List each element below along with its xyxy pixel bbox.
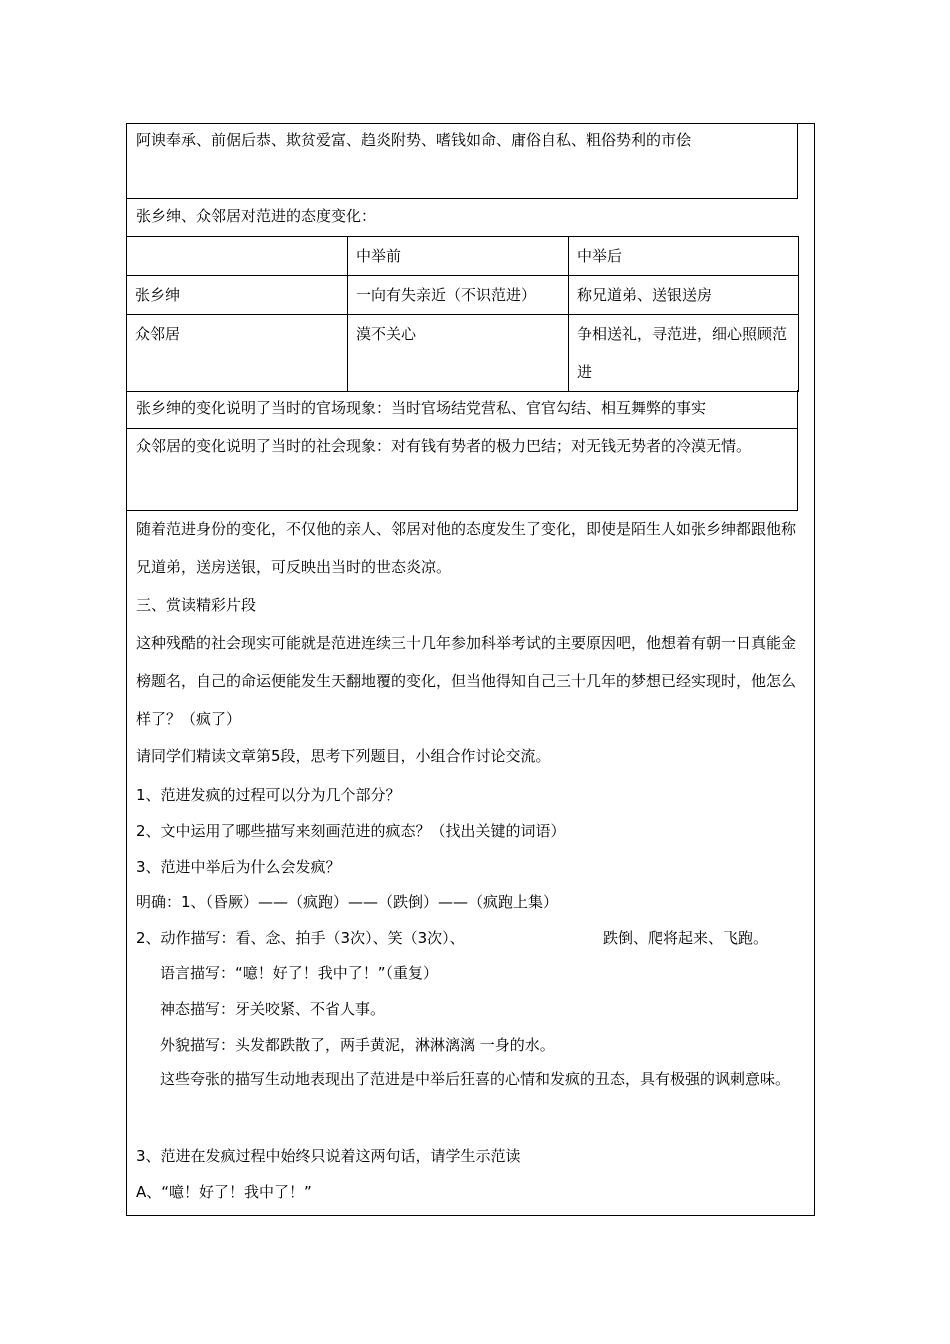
question-3-reading: 3、范进在发疯过程中始终只说着这两句话，请学生示范读 [136, 1147, 521, 1165]
table-cell: 争相送礼，寻范进，细心照顾范进 [569, 315, 799, 392]
table-row [127, 315, 799, 392]
question-item: 2、文中运用了哪些描写来刻画范进的疯态？（找出关键的词语） [136, 822, 566, 840]
expression-description: 神态描写：牙关咬紧、不省人事。 [160, 1000, 386, 1018]
attitude-table [126, 236, 799, 392]
conclusion-paragraph: 这些夸张的描写生动地表现出了范进是中举后狂喜的心情和发疯的丑态，具有极强的讽刺意味。 [160, 1070, 791, 1088]
table-header-cell: 中举后 [569, 237, 799, 276]
answer-1: 明确：1、（昏厥）——（疯跑）——（跌倒）——（疯跑上集） [136, 893, 559, 911]
answer-2-part-b: 跌倒、爬将起来、飞跑。 [603, 929, 769, 947]
table-cell: 称兄道弟、送银送房 [569, 276, 799, 315]
section-title: 三、赏读精彩片段 [136, 596, 257, 614]
table-cell: 张乡绅 [127, 276, 348, 315]
table-cell: 一向有失亲近（不识范进） [348, 276, 569, 315]
summary-paragraph: 随着范进身份的变化，不仅他的亲人、邻居对他的态度发生了变化，即使是陌生人如张乡绅都跟他称兄道弟，送房送银，可反映出当时的世态炎凉。 [136, 520, 797, 576]
question-item: 3、范进中举后为什么会发疯？ [136, 858, 341, 876]
appearance-description: 外貌描写：头发都跌散了，两手黄泥，淋淋漓漓 一身的水。 [160, 1036, 555, 1054]
quote-a: A、“噫！好了！我中了！” [136, 1183, 312, 1201]
instruction-text: 请同学们精读文章第5段，思考下列题目，小组合作讨论交流。 [136, 747, 551, 765]
official-note: 张乡绅的变化说明了当时的官场现象：当时官场结党营私、官官勾结、相互舞弊的事实 [136, 399, 707, 417]
language-description: 语言描写：“噫！好了！我中了！”（重复） [160, 964, 439, 982]
answer-2-part-a: 2、动作描写：看、念、拍手（3次）、笑（3次）、 [136, 929, 465, 947]
table-cell: 众邻居 [127, 315, 348, 392]
social-note: 众邻居的变化说明了当时的社会现象：对有钱有势者的极力巴结；对无钱无势者的冷漠无情。 [136, 437, 752, 455]
intro-paragraph: 这种残酷的社会现实可能就是范进连续三十几年参加科举考试的主要原因吧，他想着有朝一日真能金榜题名，自己的命运便能发生天翻地覆的变化，但当他得知自己三十几年的梦想已经实现时，他怎么样了？（疯了） [136, 634, 797, 728]
table-header-cell: 中举前 [348, 237, 569, 276]
traits-text: 阿谀奉承、前倨后恭、欺贫爱富、趋炎附势、嗜钱如命、庸俗自私、粗俗势利的市侩 [136, 131, 692, 149]
question-item: 1、范进发疯的过程可以分为几个部分？ [136, 786, 401, 804]
divider [797, 390, 798, 510]
table-header-row [127, 237, 799, 276]
table-cell: 漠不关心 [348, 315, 569, 392]
table-row [127, 276, 799, 315]
attitude-heading: 张乡绅、众邻居对范进的态度变化： [136, 207, 377, 225]
table-header-cell [127, 237, 348, 276]
